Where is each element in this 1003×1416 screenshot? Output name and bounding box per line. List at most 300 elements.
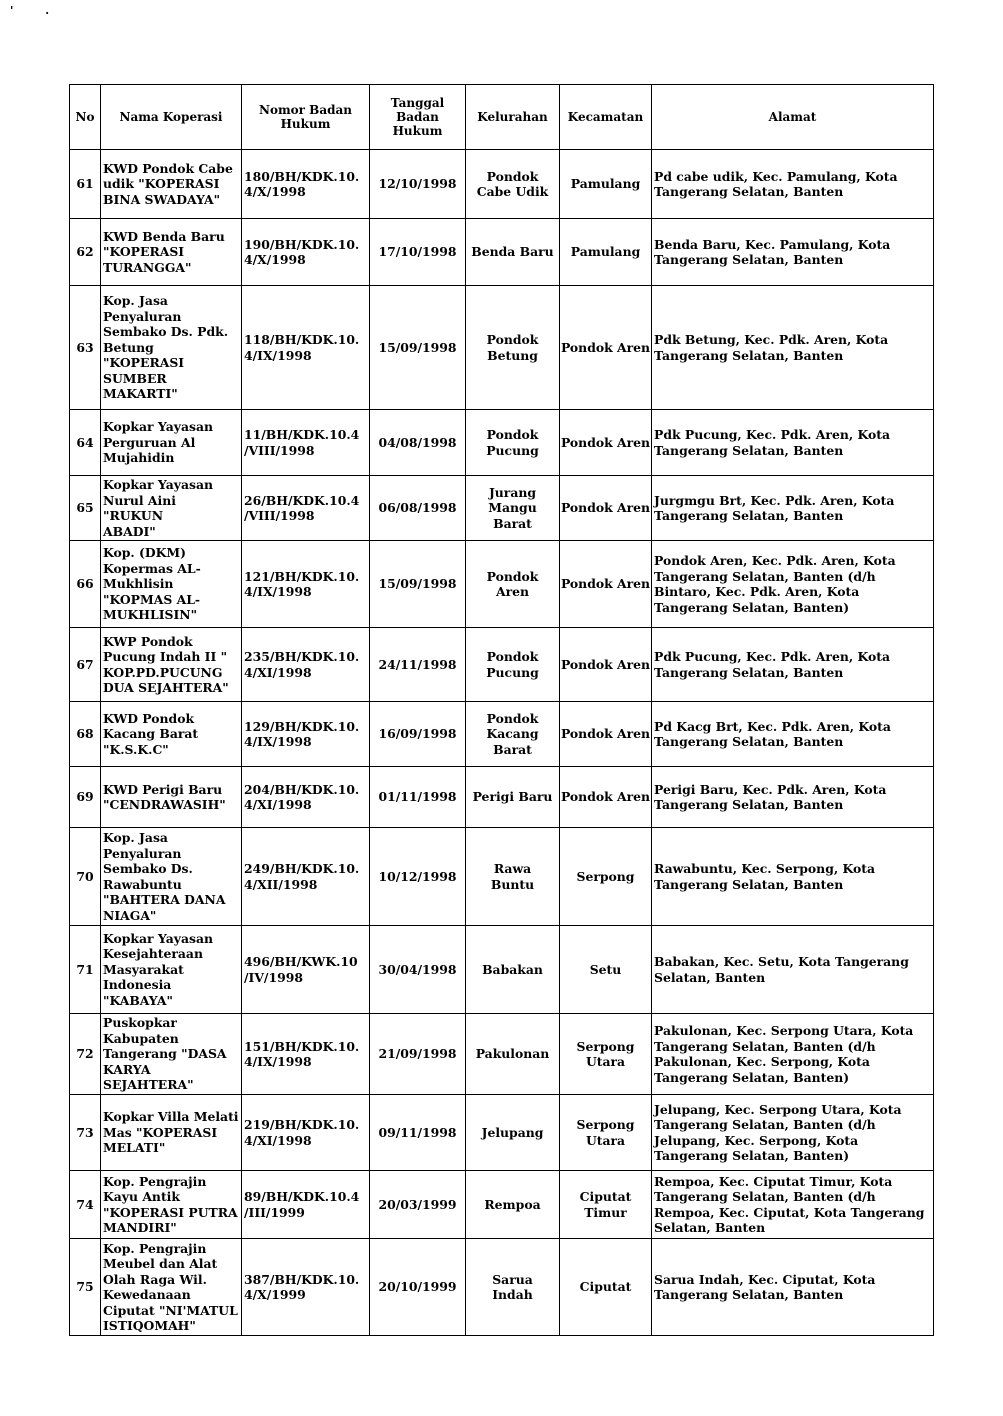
cell-nomor-badan-hukum <box>242 767 370 828</box>
cell-line: Perguruan Al <box>103 434 196 450</box>
cell-line: KWD Perigi Baru <box>103 781 223 797</box>
cell-line: Rempoa, Kec. Ciputat, Kota Tangerang <box>654 1204 925 1220</box>
cell-nama-koperasi <box>101 828 242 926</box>
cell-line: Tangerang Selatan, Banten (d/h <box>654 1038 876 1054</box>
cell-kelurahan <box>466 1171 560 1239</box>
cell-line: Tangerang "DASA <box>103 1046 227 1062</box>
cell-line: "K.S.K.C" <box>103 741 169 757</box>
cell-line: Babakan <box>482 961 543 977</box>
cell-line: Pondok Aren <box>560 789 651 805</box>
cell-line: MELATI" <box>103 1140 166 1156</box>
cell-line: Jelupang, Kec. Serpong Utara, Kota <box>654 1101 902 1117</box>
cell-line: ABADI" <box>103 523 156 539</box>
cell-alamat <box>652 1239 934 1336</box>
cell-line: "BAHTERA DANA <box>103 892 226 907</box>
cell-line: Babakan, Kec. Setu, Kota Tangerang <box>654 954 909 969</box>
cell-line: Jelupang, Kec. Serpong, Kota <box>654 1132 859 1148</box>
cell-line: Kayu Antik <box>103 1189 180 1204</box>
cell-alamat <box>652 219 934 286</box>
cell-line: 129/BH/KDK.10. <box>244 718 360 734</box>
cell-kelurahan <box>466 702 560 767</box>
cell-line: MUKHLISIN" <box>103 607 198 623</box>
cell-line: Benda Baru <box>471 244 554 260</box>
cell-line: Tangerang Selatan, Banten <box>654 797 844 812</box>
cell-line: Ciputat <box>579 1189 632 1204</box>
cell-nama-koperasi <box>101 410 242 476</box>
cell-kelurahan <box>466 219 560 286</box>
cell-nama-koperasi <box>101 1171 242 1239</box>
table-row <box>70 1095 934 1171</box>
cell-line: Ciputat <box>579 1279 632 1295</box>
cell-line: Kopkar Yayasan <box>103 930 214 946</box>
cell-line: Rawa <box>493 861 532 876</box>
header-line: Tanggal <box>390 96 445 110</box>
cell-nomor-badan-hukum <box>242 1239 370 1336</box>
cell-kecamatan <box>560 286 652 410</box>
cell-line: Pakulonan <box>475 1046 550 1062</box>
cell-line: KWD Pondok Cabe <box>103 160 233 176</box>
cell-kelurahan <box>466 286 560 410</box>
cell-line: KWD Pondok <box>103 710 195 726</box>
cell-line: Utara <box>585 1054 626 1069</box>
cell-kecamatan <box>560 828 652 926</box>
header-nomor-badan-hukum <box>242 85 370 150</box>
cell-line: Kop. Jasa <box>103 293 168 309</box>
table-row <box>70 926 934 1014</box>
cell-line: Tangerang Selatan, Banten <box>654 1287 844 1302</box>
cell-alamat <box>652 828 934 926</box>
cell-kecamatan <box>560 1239 652 1336</box>
table-row <box>70 410 934 476</box>
cell-no: 65 <box>70 476 101 541</box>
cell-nama-koperasi <box>101 702 242 767</box>
cell-kecamatan <box>560 150 652 219</box>
cell-alamat <box>652 767 934 828</box>
cell-line: "KOPMAS AL- <box>103 591 201 607</box>
cell-kelurahan <box>466 628 560 702</box>
cell-line: Timur <box>584 1204 627 1220</box>
cell-nama-koperasi <box>101 628 242 702</box>
cell-nomor-badan-hukum <box>242 628 370 702</box>
cell-line: Pd cabe udik, Kec. Pamulang, Kota <box>654 168 898 184</box>
cell-alamat <box>652 1014 934 1095</box>
cell-line: Perigi Baru, Kec. Pdk. Aren, Kota <box>654 781 887 797</box>
cell-nomor-badan-hukum <box>242 702 370 767</box>
cell-line: Pondok Aren <box>560 656 651 672</box>
cell-line: Ciputat "NI'MATUL <box>103 1302 238 1318</box>
cell-line: Tangerang Selatan, Banten) <box>654 599 850 615</box>
cell-nomor-badan-hukum <box>242 828 370 926</box>
cell-line: Rawabuntu, Kec. Serpong, Kota <box>654 861 875 876</box>
cell-nomor-badan-hukum <box>242 1095 370 1171</box>
cell-line: Pondok Aren, Kec. Pdk. Aren, Kota <box>654 553 896 568</box>
cell-nama-koperasi <box>101 150 242 219</box>
cell-line: Penyaluran <box>103 308 182 324</box>
cell-tanggal-badan-hukum: 01/11/1998 <box>370 767 466 828</box>
cell-nomor-badan-hukum <box>242 150 370 219</box>
table-row <box>70 150 934 219</box>
cell-alamat <box>652 541 934 628</box>
cell-line: Setu <box>589 961 622 977</box>
cell-line: Mangu <box>488 500 537 516</box>
cell-line: 4/X/1998 <box>244 184 306 199</box>
cell-line: 26/BH/KDK.10.4 <box>244 492 360 508</box>
cell-alamat <box>652 1171 934 1239</box>
table-row <box>70 767 934 828</box>
cell-nama-koperasi <box>101 476 242 541</box>
header-kecamatan: Kecamatan <box>560 85 652 150</box>
scan-marks: ' . <box>10 4 64 17</box>
cell-nomor-badan-hukum <box>242 926 370 1014</box>
cell-nomor-badan-hukum <box>242 541 370 628</box>
cell-line: Tangerang Selatan, Banten <box>654 252 844 267</box>
cell-line: Pucung <box>486 664 539 680</box>
cell-line: Tangerang Selatan, Banten <box>654 876 844 892</box>
cell-line: Tangerang Selatan, Banten) <box>654 1148 850 1163</box>
cell-no: 69 <box>70 767 101 828</box>
cell-line: Pondok <box>486 168 539 184</box>
cell-line: Pondok Aren <box>560 339 651 355</box>
cell-line: Kop. Jasa <box>103 830 168 845</box>
cell-line: 4/IX/1998 <box>244 347 312 363</box>
cell-line: 4/IX/1998 <box>244 1054 312 1069</box>
cell-kecamatan <box>560 476 652 541</box>
cell-tanggal-badan-hukum: 30/04/1998 <box>370 926 466 1014</box>
cell-line: Pondok <box>486 649 539 664</box>
cell-line: 89/BH/KDK.10.4 <box>244 1189 360 1204</box>
cell-line: Pakulonan, Kec. Serpong Utara, Kota <box>654 1023 914 1038</box>
cell-line: Kopkar Villa Melati <box>103 1109 239 1125</box>
cell-kelurahan <box>466 926 560 1014</box>
cell-line: Sarua Indah, Kec. Ciputat, Kota <box>654 1271 876 1287</box>
cell-line: Jurgmgu Brt, Kec. Pdk. Aren, Kota <box>654 492 895 508</box>
header-tanggal-badan-hukum <box>370 85 466 150</box>
cell-line: Selatan, Banten <box>654 969 766 985</box>
cell-line: Tangerang Selatan, Banten (d/h <box>654 1189 876 1204</box>
cell-tanggal-badan-hukum: 16/09/1998 <box>370 702 466 767</box>
cell-line: DUA SEJAHTERA" <box>103 680 229 695</box>
cell-no: 62 <box>70 219 101 286</box>
cell-line: udik "KOPERASI <box>103 176 220 192</box>
cell-line: 118/BH/KDK.10. <box>244 332 360 347</box>
cell-line: Tangerang Selatan, Banten <box>654 508 844 523</box>
table-row <box>70 541 934 628</box>
cell-no: 70 <box>70 828 101 926</box>
cell-line: Pondok <box>486 710 539 726</box>
header-nama-koperasi: Nama Koperasi <box>101 85 242 150</box>
cell-tanggal-badan-hukum: 09/11/1998 <box>370 1095 466 1171</box>
cell-line: Pakulonan, Kec. Serpong, Kota <box>654 1054 870 1069</box>
cell-line: Tangerang Selatan, Banten <box>654 442 844 458</box>
cell-line: Masyarakat <box>103 961 184 977</box>
cell-line: 235/BH/KDK.10. <box>244 649 360 664</box>
cell-line: Indonesia <box>103 977 172 993</box>
cell-line: MANDIRI" <box>103 1220 177 1235</box>
table-row <box>70 628 934 702</box>
cell-line: SUMBER <box>103 370 167 386</box>
cell-tanggal-badan-hukum: 20/03/1999 <box>370 1171 466 1239</box>
cell-line: SEJAHTERA" <box>103 1077 194 1093</box>
cell-no: 67 <box>70 628 101 702</box>
cell-tanggal-badan-hukum: 06/08/1998 <box>370 476 466 541</box>
header-kelurahan: Kelurahan <box>466 85 560 150</box>
cell-line: Pdk Betung, Kec. Pdk. Aren, Kota <box>654 332 889 347</box>
cell-alamat <box>652 1095 934 1171</box>
cell-line: Pdk Pucung, Kec. Pdk. Aren, Kota <box>654 649 890 664</box>
cell-alamat <box>652 628 934 702</box>
cell-line: 11/BH/KDK.10.4 <box>244 427 360 442</box>
cell-tanggal-badan-hukum: 17/10/1998 <box>370 219 466 286</box>
cell-line: Pondok Aren <box>560 726 651 742</box>
cell-line: Pd Kacg Brt, Kec. Pdk. Aren, Kota <box>654 718 891 734</box>
cell-line: Indah <box>492 1287 533 1302</box>
cell-line: Jurang <box>488 484 537 500</box>
cell-line: 387/BH/KDK.10. <box>244 1271 360 1287</box>
cell-no: 74 <box>70 1171 101 1239</box>
header-line: Badan <box>396 110 439 124</box>
cell-line: Serpong <box>576 1038 635 1054</box>
cell-line: Selatan, Banten <box>654 1220 766 1235</box>
cell-line: Olah Raga Wil. <box>103 1271 207 1287</box>
cell-line: 4/XI/1998 <box>244 664 312 680</box>
cell-tanggal-badan-hukum: 04/08/1998 <box>370 410 466 476</box>
table-body <box>70 150 934 1336</box>
cell-line: Penyaluran <box>103 845 182 861</box>
cell-line: Rempoa <box>484 1196 541 1212</box>
cell-line: Tangerang Selatan, Banten <box>654 734 844 749</box>
cell-tanggal-badan-hukum: 24/11/1998 <box>370 628 466 702</box>
cell-line: "KOPERASI <box>103 244 185 260</box>
cell-line: Mas "KOPERASI <box>103 1124 218 1140</box>
cell-line: 496/BH/KWK.10 <box>244 954 358 969</box>
cell-line: Tangerang Selatan, Banten) <box>654 1069 850 1085</box>
cell-line: KOP.PD.PUCUNG <box>103 664 223 680</box>
cell-line: Pucung <box>486 442 539 458</box>
cell-line: 4/XI/1998 <box>244 1132 312 1148</box>
cell-line: Benda Baru, Kec. Pamulang, Kota <box>654 236 891 252</box>
cell-kelurahan <box>466 828 560 926</box>
cell-nomor-badan-hukum <box>242 219 370 286</box>
cell-kecamatan <box>560 767 652 828</box>
cell-line: Kacang <box>486 726 539 742</box>
cell-line: BINA SWADAYA" <box>103 191 221 207</box>
cell-line: 121/BH/KDK.10. <box>244 568 360 584</box>
cell-line: Pucung Indah II " <box>103 649 228 664</box>
cell-kecamatan <box>560 1095 652 1171</box>
cell-line: 219/BH/KDK.10. <box>244 1117 360 1132</box>
cell-line: Bintaro, Kec. Pdk. Aren, Kota <box>654 584 860 599</box>
cell-line: 190/BH/KDK.10. <box>244 236 360 252</box>
cell-line: Meubel dan Alat <box>103 1256 218 1271</box>
cell-line: Cabe Udik <box>476 184 549 199</box>
cell-line: Kop. (DKM) <box>103 545 187 561</box>
cell-nama-koperasi <box>101 286 242 410</box>
cell-line: Puskopkar <box>103 1015 177 1031</box>
table-row <box>70 1014 934 1095</box>
cell-nomor-badan-hukum <box>242 286 370 410</box>
cell-nama-koperasi <box>101 1095 242 1171</box>
cell-nama-koperasi <box>101 1239 242 1336</box>
cell-kelurahan <box>466 767 560 828</box>
cell-line: /IV/1998 <box>244 969 303 985</box>
cell-nomor-badan-hukum <box>242 476 370 541</box>
cell-line: Jelupang <box>481 1124 544 1140</box>
cell-line: ISTIQOMAH" <box>103 1318 196 1333</box>
cell-line: 4/IX/1998 <box>244 584 312 599</box>
cell-nama-koperasi <box>101 541 242 628</box>
header-line: Nomor Badan <box>259 103 352 117</box>
cell-line: "CENDRAWASIH" <box>103 797 226 812</box>
cell-line: Rawabuntu <box>103 876 182 892</box>
table-row <box>70 1239 934 1336</box>
cell-line: Aren <box>495 584 530 599</box>
cell-line: Serpong <box>576 868 635 884</box>
cell-line: Kop. Pengrajin <box>103 1173 207 1189</box>
cell-line: Rempoa, Kec. Ciputat Timur, Kota <box>654 1173 893 1189</box>
cell-line: KWD Benda Baru <box>103 228 225 244</box>
cell-line: Mukhlisin <box>103 576 174 592</box>
cell-line: Buntu <box>490 876 535 892</box>
cell-line: MAKARTI" <box>103 386 178 402</box>
cell-line: Barat <box>493 741 532 757</box>
cell-kelurahan <box>466 150 560 219</box>
cell-line: Pondok <box>486 568 539 584</box>
cell-line: Kewedanaan <box>103 1287 191 1302</box>
cell-alamat <box>652 410 934 476</box>
cell-nama-koperasi <box>101 1014 242 1095</box>
cell-kecamatan <box>560 702 652 767</box>
cell-no: 61 <box>70 150 101 219</box>
cell-line: Kopermas AL- <box>103 560 201 576</box>
cell-kecamatan <box>560 926 652 1014</box>
cell-line: TURANGGA" <box>103 259 192 275</box>
cell-line: 4/XI/1998 <box>244 797 312 812</box>
cell-line: Kopkar Yayasan <box>103 419 214 435</box>
cell-line: Sembako Ds. Pdk. <box>103 324 229 340</box>
cell-line: 4/X/1999 <box>244 1287 306 1302</box>
cell-line: KARYA <box>103 1061 151 1077</box>
cell-line: Barat <box>493 515 532 531</box>
cell-line: Pamulang <box>570 244 641 260</box>
cell-line: Kacang Barat <box>103 726 199 742</box>
cell-alamat <box>652 702 934 767</box>
cell-line: Pondok Aren <box>560 576 651 592</box>
cell-line: 4/XII/1998 <box>244 876 318 892</box>
cell-kelurahan <box>466 541 560 628</box>
cell-tanggal-badan-hukum: 15/09/1998 <box>370 541 466 628</box>
cell-no: 63 <box>70 286 101 410</box>
cell-line: 4/IX/1998 <box>244 734 312 749</box>
cell-line: Tangerang Selatan, Banten <box>654 184 844 199</box>
cell-line: 249/BH/KDK.10. <box>244 861 360 876</box>
cell-line: "KOPERASI PUTRA <box>103 1204 238 1220</box>
cell-nama-koperasi <box>101 926 242 1014</box>
table-row <box>70 1171 934 1239</box>
cell-line: Pdk Pucung, Kec. Pdk. Aren, Kota <box>654 427 890 442</box>
cell-line: 4/X/1998 <box>244 252 306 267</box>
table-row <box>70 702 934 767</box>
header-no: No <box>70 85 101 150</box>
table-header <box>70 85 934 150</box>
cell-line: Serpong <box>576 1117 635 1132</box>
cell-line: /III/1999 <box>244 1204 305 1220</box>
cell-line: 204/BH/KDK.10. <box>244 781 360 797</box>
cell-line: Nurul Aini "RUKUN <box>103 492 176 523</box>
table-row <box>70 219 934 286</box>
cell-kecamatan <box>560 628 652 702</box>
cell-no: 64 <box>70 410 101 476</box>
cell-line: 151/BH/KDK.10. <box>244 1038 360 1054</box>
cell-line: Kesejahteraan <box>103 946 203 962</box>
cell-line: NIAGA" <box>103 907 157 923</box>
cell-line: Tangerang Selatan, Banten (d/h <box>654 568 876 584</box>
cell-line: /VIII/1998 <box>244 442 315 458</box>
cell-kelurahan <box>466 1095 560 1171</box>
cell-alamat <box>652 286 934 410</box>
cell-line: Utara <box>585 1132 626 1148</box>
cell-line: Kopkar Yayasan <box>103 477 214 492</box>
cell-nomor-badan-hukum <box>242 410 370 476</box>
cell-tanggal-badan-hukum: 20/10/1999 <box>370 1239 466 1336</box>
cell-kecamatan <box>560 219 652 286</box>
cell-line: KWP Pondok <box>103 633 193 649</box>
cell-line: Tangerang Selatan, Banten <box>654 347 844 363</box>
cell-no: 73 <box>70 1095 101 1171</box>
cell-line: Pondok Aren <box>560 434 651 450</box>
cell-line: Kabupaten <box>103 1030 179 1046</box>
cell-kelurahan <box>466 410 560 476</box>
cell-kecamatan <box>560 1171 652 1239</box>
cell-line: /VIII/1998 <box>244 508 315 523</box>
cell-line: Pamulang <box>570 176 641 192</box>
cell-nomor-badan-hukum <box>242 1014 370 1095</box>
cell-kecamatan <box>560 410 652 476</box>
header-alamat: Alamat <box>652 85 934 150</box>
cell-alamat <box>652 150 934 219</box>
cell-no: 68 <box>70 702 101 767</box>
cell-no: 66 <box>70 541 101 628</box>
cell-alamat <box>652 476 934 541</box>
cell-nama-koperasi <box>101 219 242 286</box>
cell-line: Tangerang Selatan, Banten (d/h <box>654 1117 876 1132</box>
table-row <box>70 476 934 541</box>
cell-nomor-badan-hukum <box>242 1171 370 1239</box>
cell-line: Tangerang Selatan, Banten <box>654 664 844 680</box>
table-row <box>70 828 934 926</box>
cell-kelurahan <box>466 1014 560 1095</box>
cell-line: Sarua <box>492 1271 533 1287</box>
cell-line: Sembako Ds. <box>103 861 193 876</box>
table-row <box>70 286 934 410</box>
cell-line: Mujahidin <box>103 450 175 466</box>
cell-tanggal-badan-hukum: 15/09/1998 <box>370 286 466 410</box>
koperasi-table <box>69 84 934 1336</box>
cell-line: Pondok Aren <box>560 500 651 516</box>
header-row <box>70 85 934 150</box>
cell-line: Pondok <box>486 427 539 442</box>
cell-line: Pondok <box>486 332 539 347</box>
cell-line: 180/BH/KDK.10. <box>244 168 360 184</box>
cell-kecamatan <box>560 1014 652 1095</box>
cell-no: 75 <box>70 1239 101 1336</box>
cell-alamat <box>652 926 934 1014</box>
cell-tanggal-badan-hukum: 12/10/1998 <box>370 150 466 219</box>
cell-line: Betung <box>487 347 538 363</box>
cell-nama-koperasi <box>101 767 242 828</box>
header-line: Hukum <box>392 124 443 138</box>
cell-kelurahan <box>466 476 560 541</box>
cell-line: Kop. Pengrajin <box>103 1240 207 1256</box>
